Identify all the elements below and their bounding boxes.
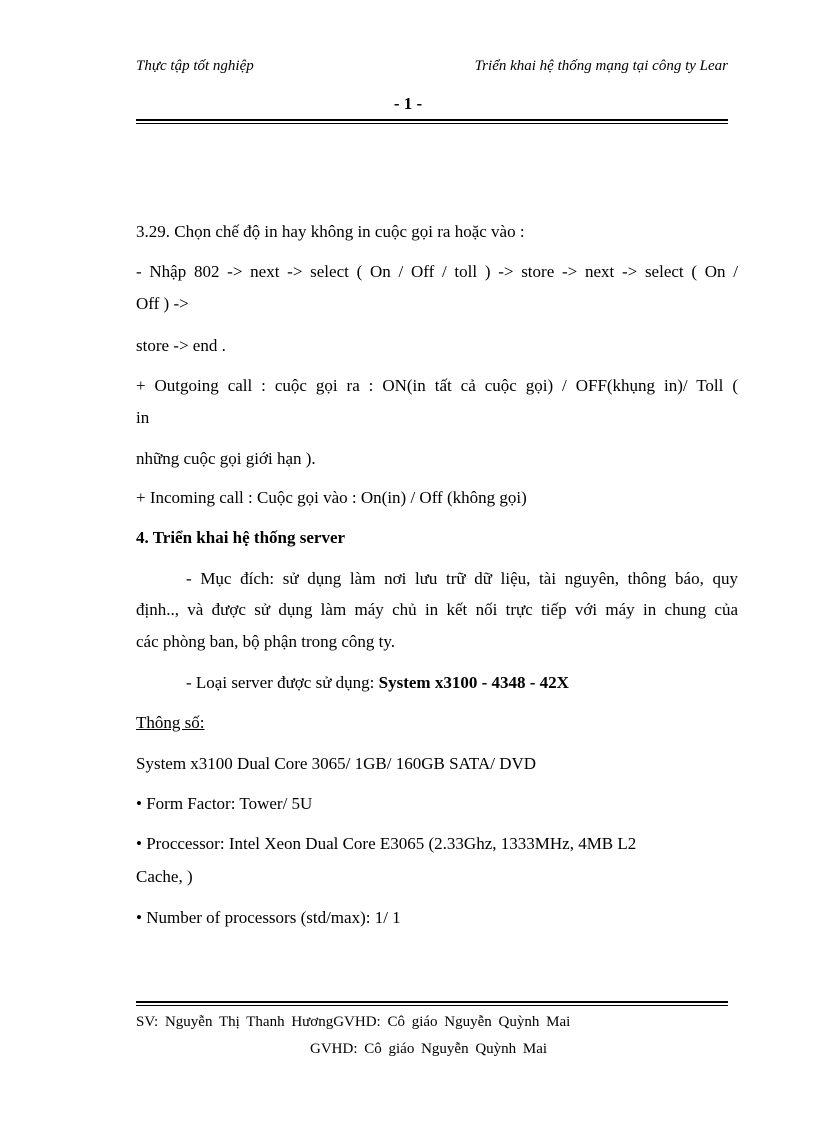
header-rule bbox=[136, 119, 728, 124]
purpose-line: định.., và được sử dụng làm máy chủ in kết nối trực tiếp với máy in chung của bbox=[136, 600, 738, 619]
purpose-line: các phòng ban, bộ phận trong công ty. bbox=[136, 632, 396, 651]
header-right: Triển khai hệ thống mạng tại công ty Lear bbox=[474, 58, 728, 74]
spec-num-processors: • Number of processors (std/max): 1/ 1 bbox=[136, 908, 401, 927]
specs-title-text: Thông số: bbox=[136, 713, 205, 732]
server-type-label: - Loại server được sử dụng: bbox=[186, 673, 379, 692]
server-type bbox=[186, 673, 738, 693]
purpose-line: - Mục đích: sử dụng làm nơi lưu trữ dữ liệu, tài nguyên, thông báo, quy bbox=[186, 569, 738, 588]
text-line: những cuộc gọi giới hạn ). bbox=[136, 449, 316, 468]
footer-line-2: GVHD: Cô giáo Nguyễn Quỳnh Mai bbox=[310, 1041, 548, 1057]
text-line: + Outgoing call : cuộc gọi ra : ON(in tất cả cuộc gọi) / OFF(khụng in)/ Toll ( bbox=[136, 376, 738, 395]
page-number: - 1 - bbox=[393, 94, 423, 113]
spec-form-factor: • Form Factor: Tower/ 5U bbox=[136, 794, 313, 813]
text-line: store -> end . bbox=[136, 336, 226, 355]
text-line: + Incoming call : Cuộc gọi vào : On(in) / Off (không gọi) bbox=[136, 488, 527, 507]
spec-processor-cont: Cache, ) bbox=[136, 867, 193, 886]
spec-line: System x3100 Dual Core 3065/ 1GB/ 160GB SATA/ DVD bbox=[136, 754, 537, 773]
specs-title bbox=[136, 713, 738, 733]
text-line: Off ) -> bbox=[136, 294, 189, 313]
footer-line-1: SV: Nguyễn Thị Thanh HươngGVHD: Cô giáo Nguyễn Quỳnh Mai bbox=[136, 1014, 571, 1030]
header-left: Thực tập tốt nghiệp bbox=[136, 58, 254, 74]
server-type-value: System x3100 - 4348 - 42X bbox=[378, 673, 569, 692]
spec-processor: • Proccessor: Intel Xeon Dual Core E3065 (2.33Ghz, 1333MHz, 4MB L2 bbox=[136, 834, 637, 853]
footer-rule bbox=[136, 1001, 728, 1006]
section-title: 4. Triển khai hệ thống server bbox=[136, 528, 346, 547]
paragraph-3-29-title: 3.29. Chọn chế độ in hay không in cuộc gọi ra hoặc vào : bbox=[136, 222, 525, 241]
text-line: in bbox=[136, 408, 150, 427]
text-line: - Nhập 802 -> next -> select ( On / Off / toll ) -> store -> next -> select ( On / bbox=[136, 262, 738, 281]
